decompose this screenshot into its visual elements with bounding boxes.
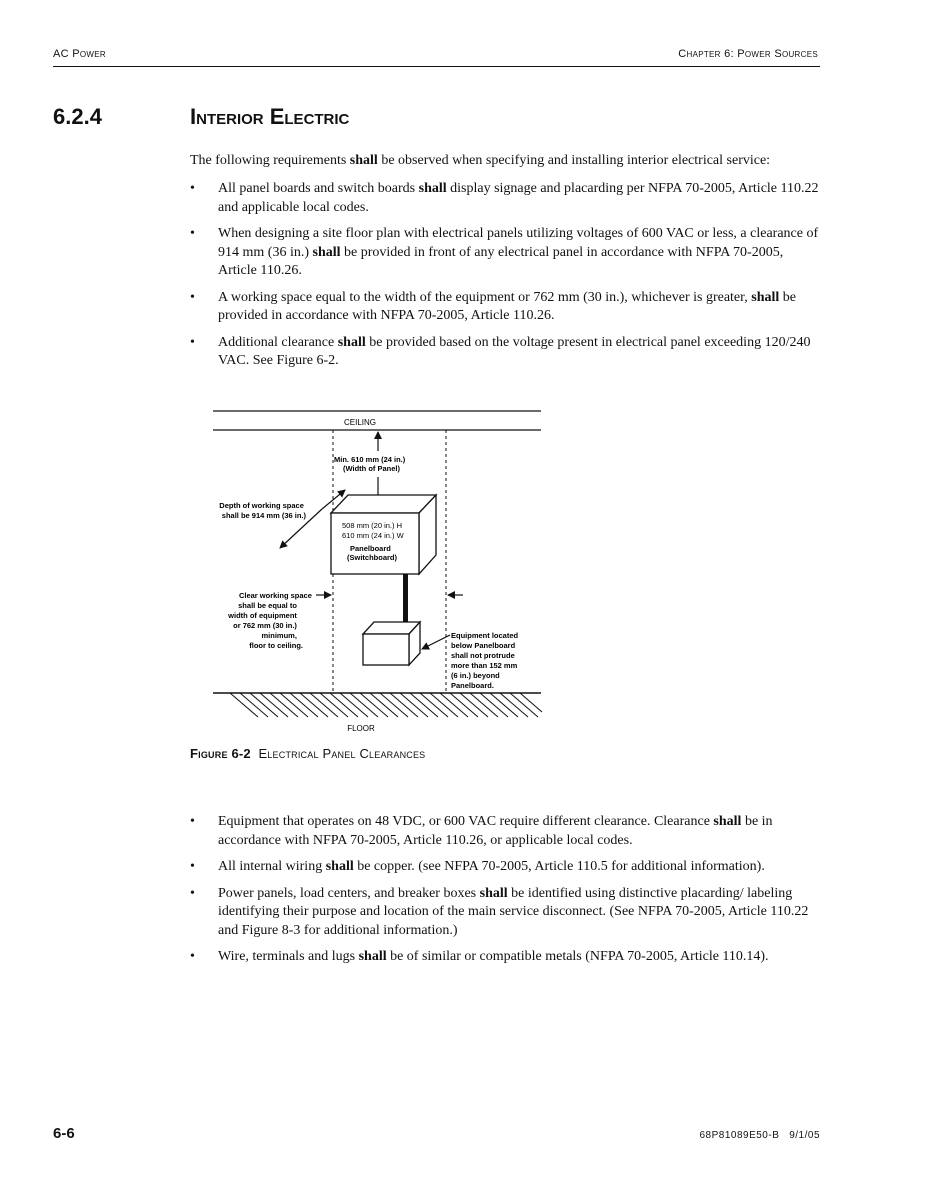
item-pre: A working space equal to the width of the equipment or 762 mm (30 in.), whichever is greater, — [218, 289, 752, 305]
item-pre: Additional clearance — [218, 334, 338, 350]
intro-pre: The following requirements — [190, 153, 350, 168]
clear-space-line-2: shall be equal to — [238, 601, 297, 610]
equipment-note-line-1: Equipment located — [451, 631, 519, 640]
panel-height: 508 mm (20 in.) H — [342, 521, 403, 530]
requirements-list-2 — [190, 813, 820, 975]
section-title: Interior Electric — [190, 104, 350, 129]
clear-space-line-5: minimum, — [261, 631, 297, 640]
min-width-line-1: Min. 610 mm (24 in.) — [334, 455, 406, 464]
caption-text: Electrical Panel Clearances — [258, 746, 426, 761]
item-post: be copper. (see NFPA 70-2005, Article 110.5 for additional information). — [353, 859, 765, 874]
item-post: be provided based on the voltage present in electrical panel exceeding 120/240 VAC. See Figure 6-2. — [218, 334, 811, 368]
panel-name-line-1: Panelboard — [350, 544, 391, 553]
item-post: display signage and placarding per NFPA 70-2005, Article 110.22 and applicable local codes. — [218, 181, 819, 215]
panel-clearance-diagram — [200, 405, 550, 735]
intro-paragraph — [190, 152, 820, 171]
min-width-line-2: (Width of Panel) — [343, 464, 401, 473]
item-post: be in accordance with NFPA 70-2005, Article 110.26, or applicable local codes. — [218, 814, 773, 848]
equipment-note-line-6: Panelboard. — [451, 681, 494, 690]
item-pre: Power panels, load centers, and breaker boxes — [218, 885, 480, 901]
ceiling-label: CEILING — [343, 418, 377, 427]
item-bold: shall — [312, 244, 341, 260]
item-pre: Wire, terminals and lugs — [218, 949, 359, 964]
running-header-right: Chapter 6: Power Sources — [678, 48, 818, 60]
depth-line-2: shall be 914 mm (36 in.) — [221, 511, 306, 520]
clear-space-label — [227, 591, 314, 650]
depth-label — [219, 501, 306, 520]
panel-name-line-2: (Switchboard) — [347, 553, 397, 562]
intro-post: be observed when specifying and installing interior electrical service: — [377, 153, 771, 168]
list-item — [190, 948, 820, 967]
panel-name — [347, 544, 398, 562]
bullet: • — [190, 226, 195, 241]
list-item — [190, 289, 820, 326]
list-item — [190, 858, 820, 877]
bullet: • — [190, 289, 195, 305]
bullet: • — [190, 885, 195, 901]
item-pre: Equipment that operates on 48 VDC, or 600 VAC require different clearance. Clearance — [218, 814, 714, 829]
figure-caption — [190, 746, 425, 761]
panelboard-top-face — [331, 495, 436, 513]
bullet: • — [190, 181, 195, 196]
bullet: • — [190, 859, 195, 874]
document-id: 68P81089E50-B 9/1/05 — [699, 1130, 820, 1141]
running-header-left: AC Power — [53, 48, 106, 60]
intro-bold: shall — [349, 153, 378, 168]
section-number: 6.2.4 — [53, 104, 102, 129]
item-post: be provided in accordance with NFPA 70-2005, Article 110.26. — [218, 289, 796, 323]
item-bold: shall — [337, 334, 366, 350]
equipment-note-line-5: (6 in.) beyond — [451, 671, 500, 680]
item-bold: shall — [418, 181, 447, 196]
equipment-note-line-2: below Panelboard — [451, 641, 516, 650]
item-post: be identified using distinctive placarding/ labeling identifying their purpose and location of the main service disconnect. (See NFPA 70-2005, Article 110.22 and Figure 8-3 for additional information.) — [218, 885, 809, 938]
list-item — [190, 180, 820, 217]
header-rule — [53, 66, 820, 67]
list-item — [190, 334, 820, 371]
list-item — [190, 225, 820, 281]
equipment-note — [451, 631, 520, 690]
panel-dimensions — [342, 521, 405, 540]
depth-line-1: Depth of working space — [219, 501, 304, 510]
item-post: be of similar or compatible metals (NFPA 70-2005, Article 110.14). — [386, 949, 769, 964]
item-post: be provided in front of any electrical panel in accordance with NFPA 70-2005, Article 110.26. — [218, 244, 784, 278]
min-width-label — [334, 455, 407, 473]
floor-label: FLOOR — [347, 724, 375, 733]
conduit — [403, 574, 408, 626]
bullet: • — [190, 814, 195, 829]
item-pre: All internal wiring — [218, 859, 326, 874]
floor-hatching — [230, 693, 542, 717]
item-pre: When designing a site floor plan with electrical panels utilizing voltages of 600 VAC or less, a clearance of 914 mm (36 in.) — [218, 226, 819, 260]
clear-space-line-6: floor to ceiling. — [249, 641, 303, 650]
list-item — [190, 813, 820, 850]
bullet: • — [190, 334, 195, 350]
item-bold: shall — [358, 949, 387, 964]
equipment-note-line-4: more than 152 mm — [451, 661, 518, 670]
panel-width: 610 mm (24 in.) W — [342, 531, 404, 540]
item-bold: shall — [325, 859, 354, 874]
item-bold: shall — [751, 289, 780, 305]
caption-label: Figure 6-2 — [190, 746, 251, 761]
item-bold: shall — [479, 885, 508, 901]
list-item — [190, 885, 820, 941]
clear-space-line-3: width of equipment — [228, 611, 297, 620]
page-number: 6-6 — [53, 1125, 75, 1142]
requirements-list-1 — [190, 180, 820, 379]
item-pre: All panel boards and switch boards — [218, 181, 419, 196]
item-bold: shall — [713, 814, 742, 829]
clear-space-line-1: Clear working space — [238, 591, 312, 600]
equipment-front-face — [363, 634, 409, 665]
clear-space-line-4: or 762 mm (30 in.) — [233, 621, 297, 630]
bullet: • — [190, 949, 195, 964]
equipment-note-line-3: shall not protrude — [451, 651, 515, 660]
